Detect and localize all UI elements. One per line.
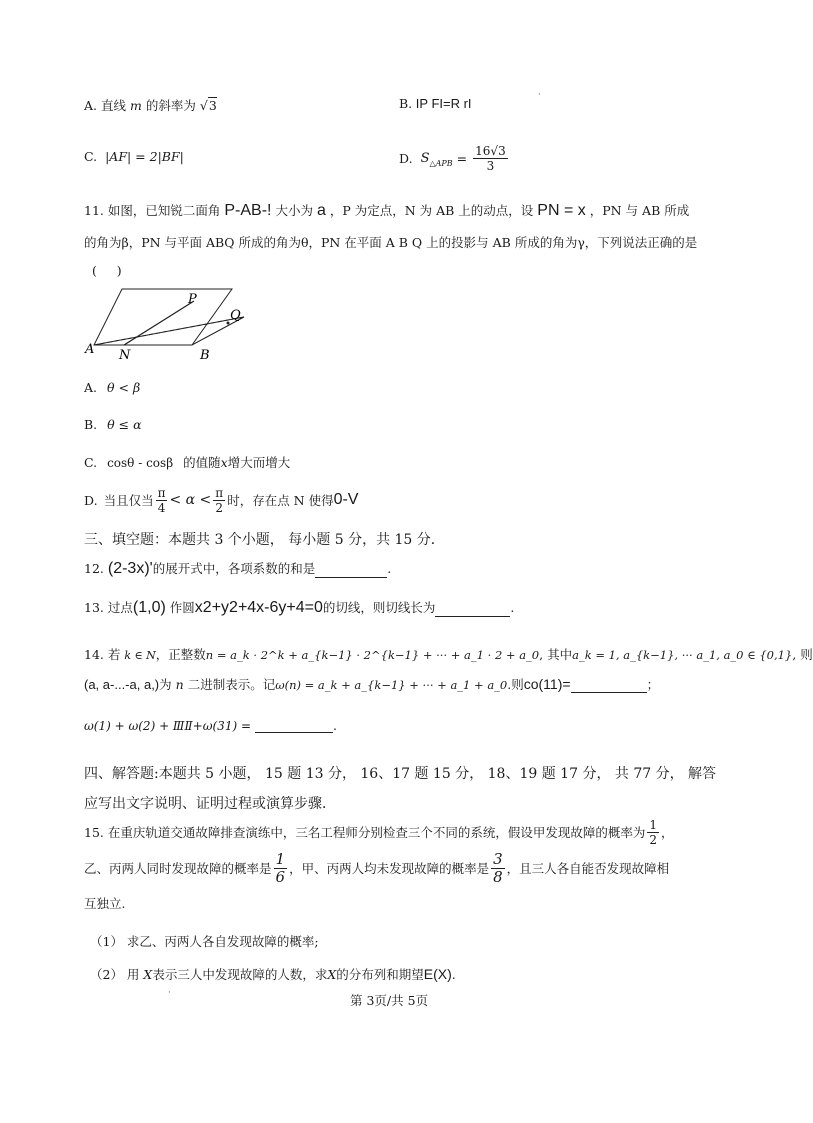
q11-option-b	[84, 417, 142, 432]
math-op: =	[456, 150, 468, 166]
fraction-den: 2	[215, 500, 224, 515]
question-math: E(X)	[423, 966, 452, 982]
question-text: , 其中	[539, 647, 573, 662]
math-var: X	[143, 967, 153, 982]
math-var: x	[220, 455, 228, 470]
question-math: PN = x	[537, 202, 586, 219]
option-text: 的斜率为	[145, 98, 196, 113]
question-math: a_k = 1, a_{k−1}, ··· a_1, a_0 ∈ {0,1}	[572, 648, 793, 662]
question-text: 乙、丙两人同时发现故障的概率是	[84, 861, 272, 876]
answer-blank[interactable]	[435, 602, 510, 617]
option-math: |AF| = 2|BF|	[105, 149, 184, 164]
fraction-num: π	[157, 485, 166, 500]
fraction-den: 8	[493, 867, 503, 886]
section-4-heading	[84, 763, 716, 783]
fraction	[647, 819, 659, 846]
question-number: 12.	[84, 561, 104, 576]
fraction	[213, 487, 225, 514]
question-text: ；	[646, 677, 660, 692]
q14-line3	[84, 718, 337, 733]
fraction-num: π	[215, 485, 224, 500]
fraction	[274, 849, 288, 886]
q11-line2	[84, 233, 697, 251]
plane-upper-outline	[94, 289, 232, 345]
fraction-num: 3	[493, 849, 503, 868]
question-text: .	[451, 967, 456, 982]
question-math: a	[316, 202, 326, 219]
question-math: ω(n) = a_k + a_{k−1} + ··· + a_1 + a_0	[275, 678, 508, 692]
section-heading-text: 三、填空题：本题共 3 个小题， 每小题 5 分，共 15 分．	[84, 532, 445, 548]
option-math: θ ≤ α	[107, 417, 142, 432]
fraction-den: 4	[157, 500, 166, 515]
question-math: k ∈ N	[124, 649, 156, 662]
math-subscript: △APB	[429, 158, 453, 168]
fraction	[473, 145, 508, 172]
question-text: .	[333, 718, 337, 733]
fraction	[156, 487, 168, 514]
page-footer	[350, 991, 428, 1009]
option-label: B.	[84, 417, 98, 432]
option-label: D.	[399, 150, 413, 166]
question-text: 作圆	[169, 600, 195, 615]
fraction-den: 6	[275, 867, 286, 886]
label-a: A	[85, 342, 95, 357]
question-math: P-AB-!	[224, 202, 272, 219]
question-math: (1,0)	[132, 599, 166, 616]
question-text: （2） 用	[90, 967, 140, 982]
page-number: 第 3页/共 5页	[350, 993, 429, 1008]
option-text: 当且仅当	[103, 493, 154, 508]
option-text: 时，存在点 N 使得	[227, 493, 334, 508]
question-text: 15. 在重庆轨道交通故障排查演练中，三名工程师分别检查三个不同的系统，假设甲发现故障的概率为	[84, 825, 646, 840]
question-text: 二进制表示。记	[187, 677, 276, 692]
option-math: θ < β	[107, 380, 141, 395]
sqrt-radicand: 3	[208, 98, 217, 113]
option-label: D.	[84, 492, 98, 508]
label-p: P	[188, 292, 197, 307]
fraction-den: 3	[486, 158, 495, 173]
q11-option-a	[84, 380, 140, 395]
question-text: 为	[159, 677, 172, 692]
option-label: C.	[84, 149, 98, 164]
q10-option-b	[399, 96, 472, 111]
question-text: 的切线，则切线长为	[322, 600, 436, 615]
question-text: ，甲、丙两人均未发现故障的概率是	[289, 861, 490, 876]
option-text: 增大而增大	[227, 455, 291, 470]
option-math: < α <	[169, 492, 212, 508]
question-text: ，PN 与 AB 所成	[589, 203, 690, 218]
label-q: Q	[230, 308, 241, 323]
q11-option-d	[84, 480, 358, 520]
q11-line1	[84, 201, 689, 220]
fraction-den: 2	[649, 832, 657, 847]
q11-option-c	[84, 453, 290, 471]
question-math: co(11)=	[523, 676, 571, 692]
q10-option-a	[84, 96, 217, 114]
segment-pn	[124, 301, 194, 345]
question-text: 的展开式中，各项系数的和是	[152, 561, 316, 576]
option-text: 直线	[101, 98, 127, 113]
fraction-num: 1	[649, 817, 657, 832]
question-text: 11. 如图，已知锐二面角	[84, 203, 221, 218]
math-var: S	[420, 150, 430, 166]
question-number: 13.	[84, 600, 104, 615]
dihedral-angle-figure	[82, 285, 282, 365]
option-label: C.	[84, 455, 98, 470]
question-text: ，正整数	[155, 647, 206, 662]
q12	[84, 559, 391, 578]
question-text: .	[510, 600, 515, 615]
q11-paren	[92, 263, 122, 278]
q15-line3	[84, 894, 125, 912]
section-heading-text: 应写出文字说明、证明过程或演算步骤．	[84, 796, 336, 812]
question-math: x2+y2+4x-6y+4=0	[194, 599, 323, 616]
option-math: cosθ - cosβ	[107, 456, 174, 470]
section-4-heading-line2	[84, 793, 336, 813]
question-text: ，P 为定点，N 为 AB 上的动点，设	[329, 203, 534, 218]
option-label: B.	[399, 96, 413, 111]
question-text: .则	[507, 677, 524, 692]
option-text: 的值随	[183, 455, 221, 470]
q15-sub1	[90, 932, 319, 950]
answer-blank[interactable]	[571, 678, 647, 693]
question-text: 的角为β，PN 与平面 ABQ 所成的角为θ，PN 在平面 A B Q 上的投影与 AB 所成的角为γ，下列说法正确的是	[84, 235, 698, 250]
question-math: (2-3x)'	[107, 560, 153, 577]
question-text: 互独立.	[84, 896, 126, 911]
math-var: m	[130, 98, 142, 113]
sqrt-symbol: √	[199, 98, 208, 113]
q10-option-d	[399, 138, 510, 178]
fraction	[491, 849, 505, 886]
q13	[84, 598, 514, 617]
question-math: ω(1) + ω(2) + ⅢⅡ+ω(31) =	[84, 719, 252, 733]
question-text: , 则	[792, 647, 813, 662]
fraction-num: 1	[275, 849, 286, 868]
q15-sub2	[90, 965, 456, 983]
stray-mark: ·	[168, 988, 171, 998]
q15-line1	[84, 815, 674, 849]
option-math: 0-V	[333, 491, 359, 508]
stray-mark: ·	[538, 90, 541, 100]
question-text: 过点	[107, 600, 133, 615]
option-label: A.	[84, 98, 98, 113]
answer-blank[interactable]	[255, 718, 333, 733]
answer-paren: ( )	[92, 263, 122, 278]
math-var: X	[327, 967, 337, 982]
q15-line2	[84, 848, 669, 888]
question-text: ，且三人各自能否发现故障相	[506, 861, 670, 876]
option-label: A.	[84, 380, 98, 395]
question-math: n = a_k · 2^k + a_{k−1} · 2^{k−1} + ··· + a_1 · 2 + a_0	[205, 648, 540, 662]
question-math: (a, a-...-a, a,)	[84, 677, 160, 692]
option-text: IP FI=R rI	[415, 96, 472, 111]
q14-line2	[84, 675, 659, 693]
label-b: B	[200, 348, 210, 363]
question-text: 的分布列和期望	[336, 967, 424, 982]
question-text: ，	[661, 825, 674, 840]
question-text: （1） 求乙、丙两人各自发现故障的概率;	[90, 934, 319, 949]
question-text: 14. 若	[84, 647, 121, 662]
section-3-heading	[84, 529, 445, 549]
question-text: 大小为	[275, 203, 313, 218]
math-var: n	[175, 677, 184, 692]
q14-line1	[84, 645, 813, 663]
question-text: 表示三人中发现故障的人数，求	[152, 967, 328, 982]
q10-option-c	[84, 149, 184, 164]
label-n: N	[119, 348, 131, 363]
answer-blank[interactable]	[315, 563, 387, 578]
fraction-num: 16√3	[475, 143, 506, 158]
section-heading-text: 四、解答题:本题共 5 小题， 15 题 13 分， 16、17 题 15 分， 18、19 题 17 分， 共 77 分， 解答	[84, 766, 717, 782]
question-text: .	[387, 561, 392, 576]
